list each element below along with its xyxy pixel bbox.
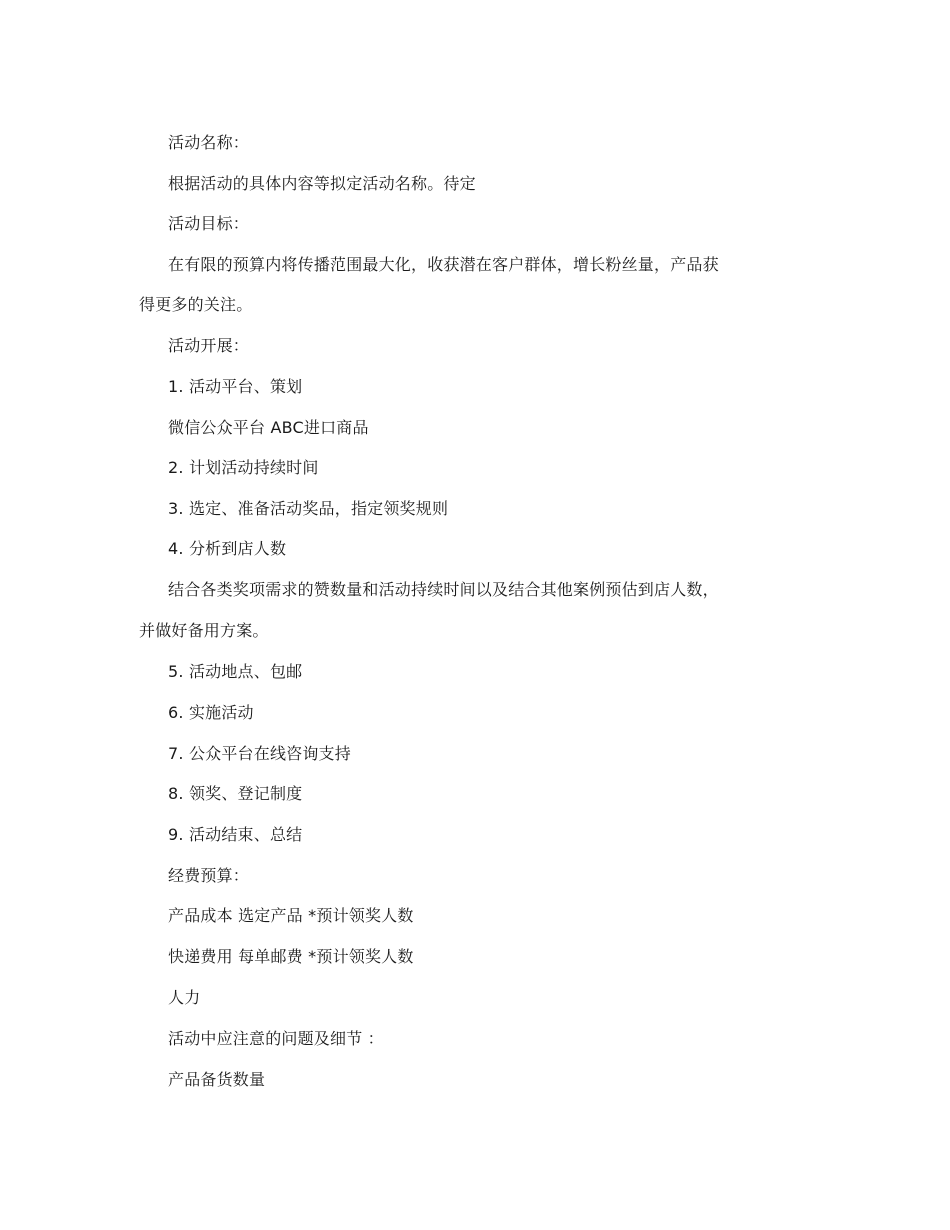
list-item-2: 2. 计划活动持续时间 (168, 458, 319, 477)
paragraph-platform: 微信公众平台 ABC进口商品 (168, 418, 369, 437)
heading-activity-name: 活动名称： (168, 133, 250, 152)
budget-manpower: 人力 (168, 988, 201, 1007)
heading-budget: 经费预算： (168, 866, 250, 885)
paragraph-visitor-estimate: 结合各类奖项需求的赞数量和活动持续时间以及结合其他案例预估到店人数， (168, 580, 719, 599)
paragraph-activity-goal: 在有限的预算内将传播范围最大化，收获潜在客户群体，增长粉丝量，产品获 (168, 255, 719, 274)
paragraph-visitor-estimate-cont: 并做好备用方案。 (139, 621, 269, 640)
list-item-5: 5. 活动地点、包邮 (168, 662, 303, 681)
budget-shipping-cost: 快递费用 每单邮费 *预计领奖人数 (168, 947, 414, 966)
heading-notes: 活动中应注意的问题及细节 ： (168, 1029, 384, 1048)
list-item-7: 7. 公众平台在线咨询支持 (168, 744, 351, 763)
list-item-6: 6. 实施活动 (168, 703, 254, 722)
list-item-3: 3. 选定、准备活动奖品，指定领奖规则 (168, 499, 449, 518)
heading-activity-goal: 活动目标： (168, 214, 250, 233)
list-item-8: 8. 领奖、登记制度 (168, 784, 303, 803)
paragraph-activity-goal-cont: 得更多的关注。 (139, 295, 253, 314)
list-item-9: 9. 活动结束、总结 (168, 825, 303, 844)
list-item-4: 4. 分析到店人数 (168, 539, 287, 558)
notes-stock-quantity: 产品备货数量 (168, 1070, 266, 1089)
heading-activity-rollout: 活动开展： (168, 336, 250, 355)
list-item-1: 1. 活动平台、策划 (168, 377, 303, 396)
paragraph-activity-name: 根据活动的具体内容等拟定活动名称。待定 (168, 174, 476, 193)
budget-product-cost: 产品成本 选定产品 *预计领奖人数 (168, 906, 414, 925)
